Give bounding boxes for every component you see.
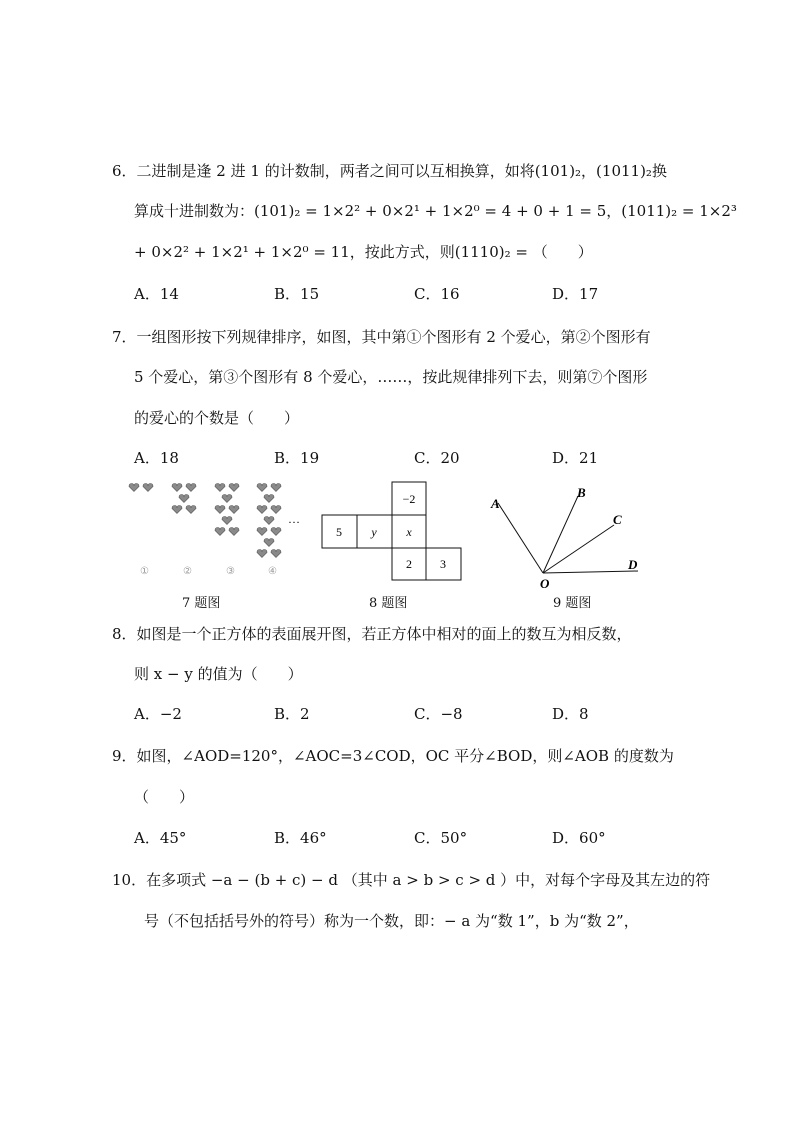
heart-icon [271,506,281,514]
heart-icon [271,484,281,492]
q8-options [134,704,694,724]
heart-icon [271,550,281,558]
fig7-hearts-figure [120,478,320,580]
ray-od [543,571,638,573]
fig7-label-4: ④ [268,566,277,577]
heart-icon [172,484,182,492]
q10-line-1: 10．在多项式 −a − (b + c) − d （其中 a > b > c > d ）中，对每个字母及其左边的符 [112,871,711,889]
heart-icon [172,506,182,514]
q8-option-b: B．2 [274,705,310,723]
heart-icon [222,495,232,503]
heart-icon [129,484,139,492]
q6-line-3: + 0×2² + 1×2¹ + 1×2⁰ = 11，按此方式，则(1110)₂ = （ ） [134,243,593,261]
heart-icon [215,506,225,514]
q8-option-c: C．−8 [414,705,463,723]
heart-icon [229,506,239,514]
heart-icon [257,506,267,514]
q7-line-2: 5 个爱心，第③个图形有 8 个爱心，……，按此规律排列下去，则第⑦个图形 [134,368,648,386]
fig9-angle-diagram [480,478,650,590]
heart-icon [186,484,196,492]
point-c: C [613,512,622,527]
fig8-caption: 8 题图 [369,596,408,611]
q9-line-1: 9．如图，∠AOD=120°，∠AOC=3∠COD，OC 平分∠BOD，则∠AOB 的度数为 [112,747,674,765]
heart-icon [271,528,281,536]
fig7-label-1: ① [140,566,149,577]
q7-option-a: A．18 [134,449,179,467]
net-value-3: 3 [440,557,446,571]
point-d: D [628,557,638,572]
q6-option-d: D．17 [552,285,599,303]
net-value-2: 2 [406,557,412,571]
q7-line-1: 7．一组图形按下列规律排序，如图，其中第①个图形有 2 个爱心，第②个图形有 [112,328,651,346]
q6-option-b: B．15 [274,285,320,303]
heart-icon [222,517,232,525]
fig7-label-3: ③ [226,566,235,577]
q6-option-a: A．14 [134,285,179,303]
heart-icon [143,484,153,492]
q9-option-a: A．45° [134,829,187,847]
fig7-label-2: ② [183,566,192,577]
heart-icon [179,495,189,503]
heart-icon [264,495,274,503]
q7-option-d: D．21 [552,449,599,467]
fig8-cube-net [320,480,465,582]
q9-option-d: D．60° [552,829,606,847]
fig9-caption: 9 题图 [553,596,592,611]
q8-line-2: 则 x − y 的值为（ ） [134,665,303,683]
q7-options [134,448,694,468]
heart-icon [257,484,267,492]
heart-icon [257,550,267,558]
q9-option-c: C．50° [414,829,468,847]
q6-line-2: 算成十进制数为：(101)₂ = 1×2² + 0×2¹ + 1×2⁰ = 4 + 0 + 1 = 5，(1011)₂ = 1×2³ [134,202,737,220]
net-value-y: y [371,525,377,539]
point-b: B [577,485,586,500]
heart-icon [186,506,196,514]
fig7-caption: 7 题图 [182,596,221,611]
heart-icon [229,528,239,536]
q6-line-1: 6．二进制是逢 2 进 1 的计数制，两者之间可以互相换算，如将(101)₂，(1011)₂换 [112,162,667,180]
heart-icon [215,484,225,492]
q9-options [134,828,694,848]
heart-icon [264,517,274,525]
point-o: O [540,576,550,590]
net-value-x: x [406,525,412,539]
point-a: A [491,496,500,511]
q7-line-3: 的爱心的个数是（ ） [134,409,300,427]
q7-option-c: C．20 [414,449,460,467]
q6-option-c: C．16 [414,285,460,303]
heart-icon [257,528,267,536]
q6-options [134,284,694,304]
q8-option-d: D．8 [552,705,589,723]
net-value-minus2: −2 [402,492,416,506]
q10-line-2: 号（不包括括号外的符号）称为一个数，即：− a 为“数 1”，b 为“数 2”， [144,912,639,930]
fig7-ellipsis: … [288,512,300,526]
heart-icon [264,539,274,547]
heart-icon [229,484,239,492]
ray-oa [498,503,543,573]
q8-line-1: 8．如图是一个正方体的表面展开图，若正方体中相对的面上的数互为相反数， [112,625,632,643]
q9-option-b: B．46° [274,829,327,847]
q7-option-b: B．19 [274,449,320,467]
q8-option-a: A．−2 [134,705,182,723]
heart-icon [215,528,225,536]
q9-line-2: （ ） [134,788,195,806]
net-value-5: 5 [336,525,342,539]
